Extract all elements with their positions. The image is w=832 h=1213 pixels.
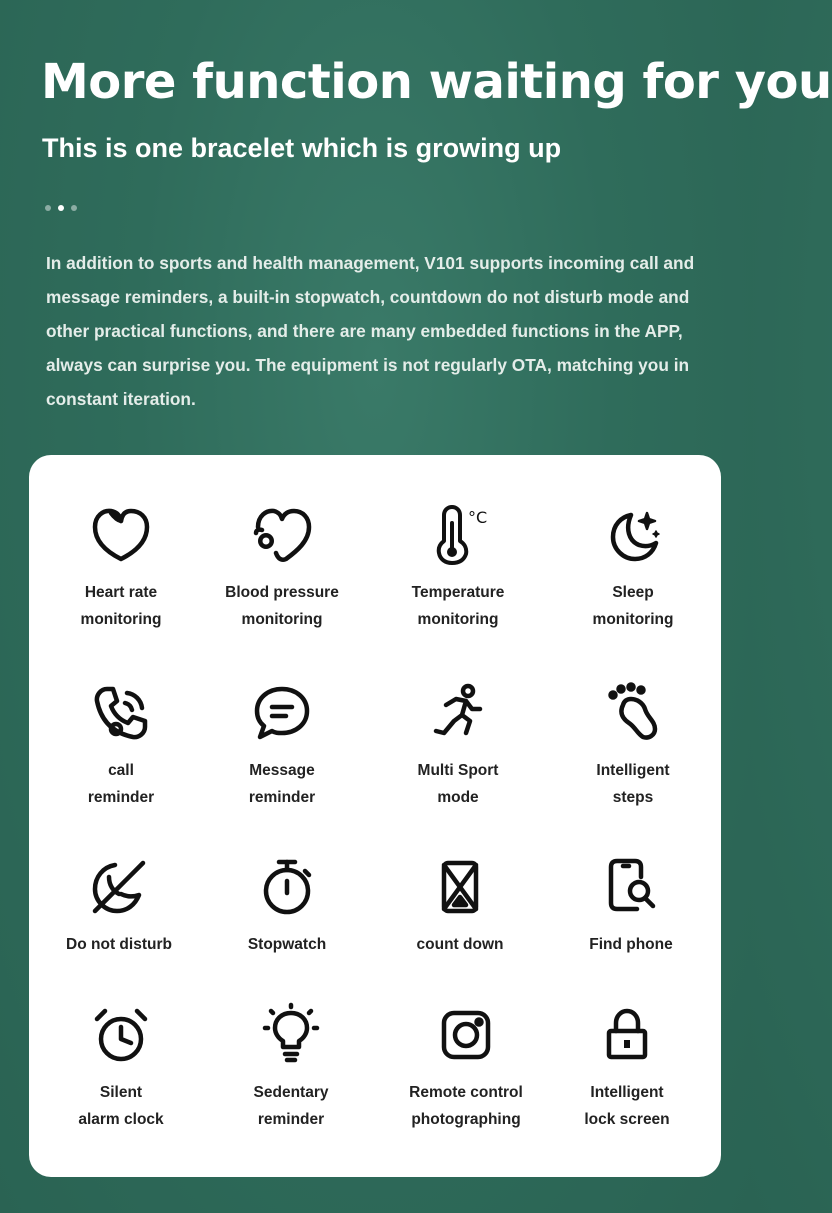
feature-heart-rate bbox=[41, 503, 201, 633]
feature-intelligent-steps bbox=[553, 681, 713, 811]
features-card bbox=[29, 455, 721, 1177]
feature-call-reminder bbox=[41, 681, 201, 811]
feature-multi-sport bbox=[378, 681, 538, 811]
feature-label: Stopwatch bbox=[247, 936, 327, 953]
feature-label: Blood pressure monitoring bbox=[225, 584, 339, 628]
intro-line: In addition to sports and health management, V101 supports incoming call and bbox=[46, 253, 695, 273]
pager-dots bbox=[45, 205, 77, 211]
feature-do-not-disturb bbox=[39, 855, 199, 958]
hourglass-icon bbox=[428, 855, 492, 919]
pager-dot bbox=[71, 205, 77, 211]
pager-dot-active bbox=[58, 205, 64, 211]
stopwatch-icon bbox=[255, 855, 319, 919]
feature-label: Sleep monitoring bbox=[592, 584, 674, 628]
feature-label: Do not disturb bbox=[66, 936, 172, 953]
feature-message-reminder bbox=[202, 681, 362, 811]
feature-label: Sedentary reminder bbox=[253, 1084, 329, 1128]
footstep-icon bbox=[601, 681, 665, 745]
feature-label: Intelligent steps bbox=[596, 762, 670, 806]
padlock-icon bbox=[595, 1003, 659, 1067]
feature-lock-screen bbox=[547, 1003, 707, 1133]
feature-remote-photo bbox=[386, 1003, 546, 1133]
alarm-clock-icon bbox=[89, 1003, 153, 1067]
find-phone-icon bbox=[599, 855, 663, 919]
light-bulb-icon bbox=[259, 1003, 323, 1067]
feature-sleep bbox=[553, 503, 713, 633]
intro-line: always can surprise you. The equipment is not regularly OTA, matching you in bbox=[46, 355, 690, 375]
phone-ringing-icon bbox=[89, 681, 153, 745]
intro-line: constant iteration. bbox=[46, 389, 196, 409]
feature-label: call reminder bbox=[87, 762, 155, 806]
heart-rate-icon bbox=[89, 503, 153, 567]
moon-icon bbox=[601, 503, 665, 567]
feature-silent-alarm bbox=[41, 1003, 201, 1133]
page-title: More function waiting for you bbox=[41, 54, 832, 110]
feature-blood-pressure bbox=[202, 503, 362, 633]
page-subtitle: This is one bracelet which is growing up bbox=[42, 133, 562, 163]
thermometer-icon bbox=[426, 503, 490, 567]
feature-label: Silent alarm clock bbox=[78, 1084, 164, 1128]
feature-label: Intelligent lock screen bbox=[584, 1084, 670, 1128]
feature-find-phone bbox=[551, 855, 711, 958]
feature-count-down bbox=[380, 855, 540, 958]
thermometer-unit: °C bbox=[468, 508, 488, 527]
feature-label: Remote control photographing bbox=[409, 1084, 523, 1128]
do-not-disturb-icon bbox=[87, 855, 151, 919]
feature-label: Temperature monitoring bbox=[411, 584, 505, 628]
intro-paragraph bbox=[46, 246, 716, 416]
runner-icon bbox=[426, 681, 490, 745]
feature-label: Heart rate monitoring bbox=[80, 584, 162, 628]
pager-dot bbox=[45, 205, 51, 211]
feature-sedentary-reminder bbox=[211, 1003, 371, 1133]
feature-label: Message reminder bbox=[248, 762, 316, 806]
message-bubble-icon bbox=[250, 681, 314, 745]
feature-stopwatch bbox=[207, 855, 367, 958]
blood-pressure-icon bbox=[250, 503, 314, 567]
feature-label: count down bbox=[416, 936, 504, 953]
camera-icon bbox=[434, 1003, 498, 1067]
feature-label: Multi Sport mode bbox=[417, 762, 499, 806]
feature-temperature bbox=[378, 503, 538, 633]
feature-label: Find phone bbox=[589, 936, 673, 953]
intro-line: message reminders, a built-in stopwatch, countdown do not disturb mode and bbox=[46, 287, 690, 307]
intro-line: other practical functions, and there are many embedded functions in the APP, bbox=[46, 321, 683, 341]
